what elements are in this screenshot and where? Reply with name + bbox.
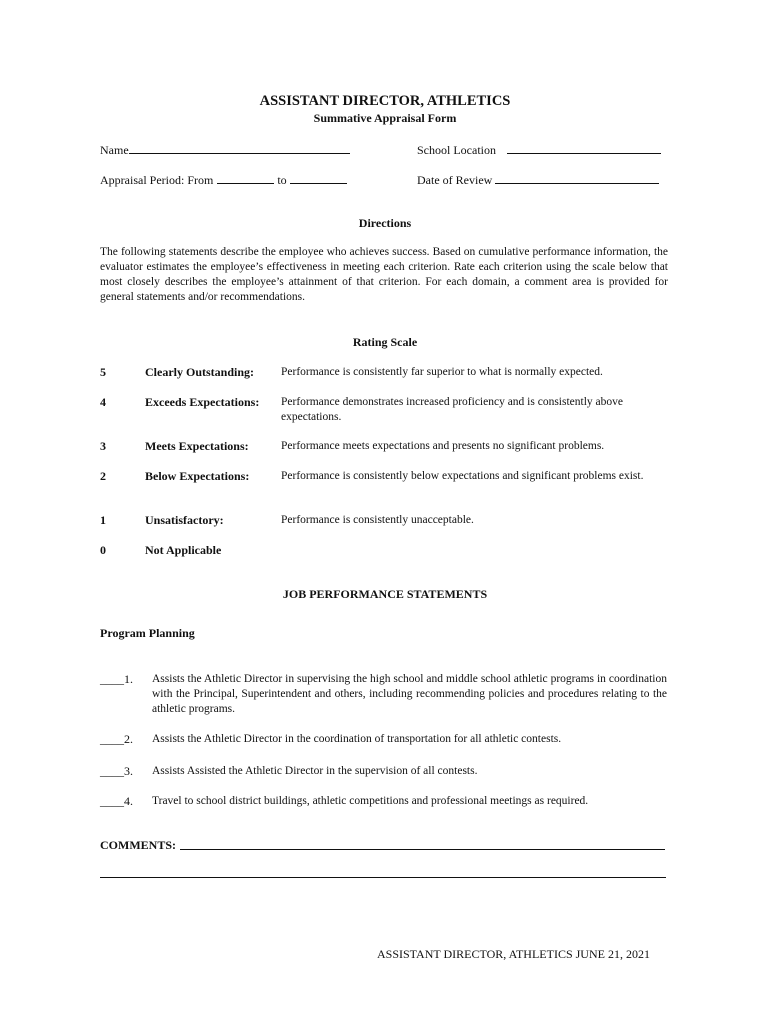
appraisal-period-label: Appraisal Period: From [100,173,214,187]
to-label: to [277,173,287,187]
rating-number: 3 [100,439,106,453]
statement-text: Assists Assisted the Athletic Director in the supervision of all contests. [152,765,478,777]
rating-label: Not Applicable [145,543,222,557]
period-from-blank[interactable] [217,172,274,184]
page-subtitle: Summative Appraisal Form [313,111,457,125]
rating-description: Performance is consistently below expectations and significant problems exist. [281,470,644,482]
directions-heading: Directions [358,216,412,230]
rating-description: Performance is consistently unacceptable. [281,514,474,526]
page-title: ASSISTANT DIRECTOR, ATHLETICS [259,93,511,109]
rating-label: Unsatisfactory: [145,513,224,527]
rating-label: Meets Expectations: [145,439,249,453]
rating-label: Clearly Outstanding: [145,365,255,379]
school-location-label: School Location [417,143,496,157]
rating-number: 4 [100,395,106,409]
comments-line[interactable] [180,849,665,850]
rating-number: 2 [100,469,106,483]
rating-description: Performance meets expectations and presents no significant problems. [281,440,605,452]
job-performance-heading: JOB PERFORMANCE STATEMENTS [282,587,488,601]
date-of-review-label: Date of Review [417,173,493,187]
rating-description: Performance is consistently far superior to what is normally expected. [281,366,603,378]
section-title: Program Planning [100,626,195,640]
school-location-blank[interactable] [507,142,661,154]
statement-text: Assists the Athletic Director in supervising the high school and middle school athletic programs in coordination with the Principal, Superintendent and others, including recommending policies and procedures relating to the athletic programs. [152,673,667,715]
name-blank[interactable] [129,142,350,154]
statement-rating-blank[interactable]: ____1. [100,672,133,686]
name-label: Name [100,143,129,157]
statement-rating-blank[interactable]: ____4. [100,794,133,808]
comments-label: COMMENTS: [100,838,176,852]
date-of-review-field[interactable] [417,172,659,188]
period-to-blank[interactable] [290,172,347,184]
comments-line[interactable] [100,877,666,878]
date-of-review-blank[interactable] [495,172,659,184]
rating-scale-heading: Rating Scale [352,335,418,349]
name-field[interactable] [100,142,350,158]
page-footer: ASSISTANT DIRECTOR, ATHLETICS JUNE 21, 2021 [377,947,650,961]
rating-number: 0 [100,543,106,557]
statement-rating-blank[interactable]: ____2. [100,732,133,746]
rating-description: Performance demonstrates increased proficiency and is consistently above expectations. [281,396,624,423]
appraisal-period-field[interactable] [100,172,347,188]
rating-label: Exceeds Expectations: [145,395,260,409]
rating-label: Below Expectations: [145,469,250,483]
school-location-field[interactable] [417,142,661,158]
statement-rating-blank[interactable]: ____3. [100,764,133,778]
rating-number: 5 [100,365,106,379]
directions-text: The following statements describe the employee who achieves success. Based on cumulative performance information, the evaluator estimates the employee’s effectiveness in meeting each criterion. Rate each criterion using the scale below that most closely describes the employee’s attainment of that criterion. For each domain, a comment area is provided for general statements and/or recommendations. [100,246,668,303]
rating-number: 1 [100,513,106,527]
statement-text: Assists the Athletic Director in the coordination of transportation for all athletic contests. [152,733,562,745]
statement-text: Travel to school district buildings, athletic competitions and professional meetings as required. [152,795,589,807]
